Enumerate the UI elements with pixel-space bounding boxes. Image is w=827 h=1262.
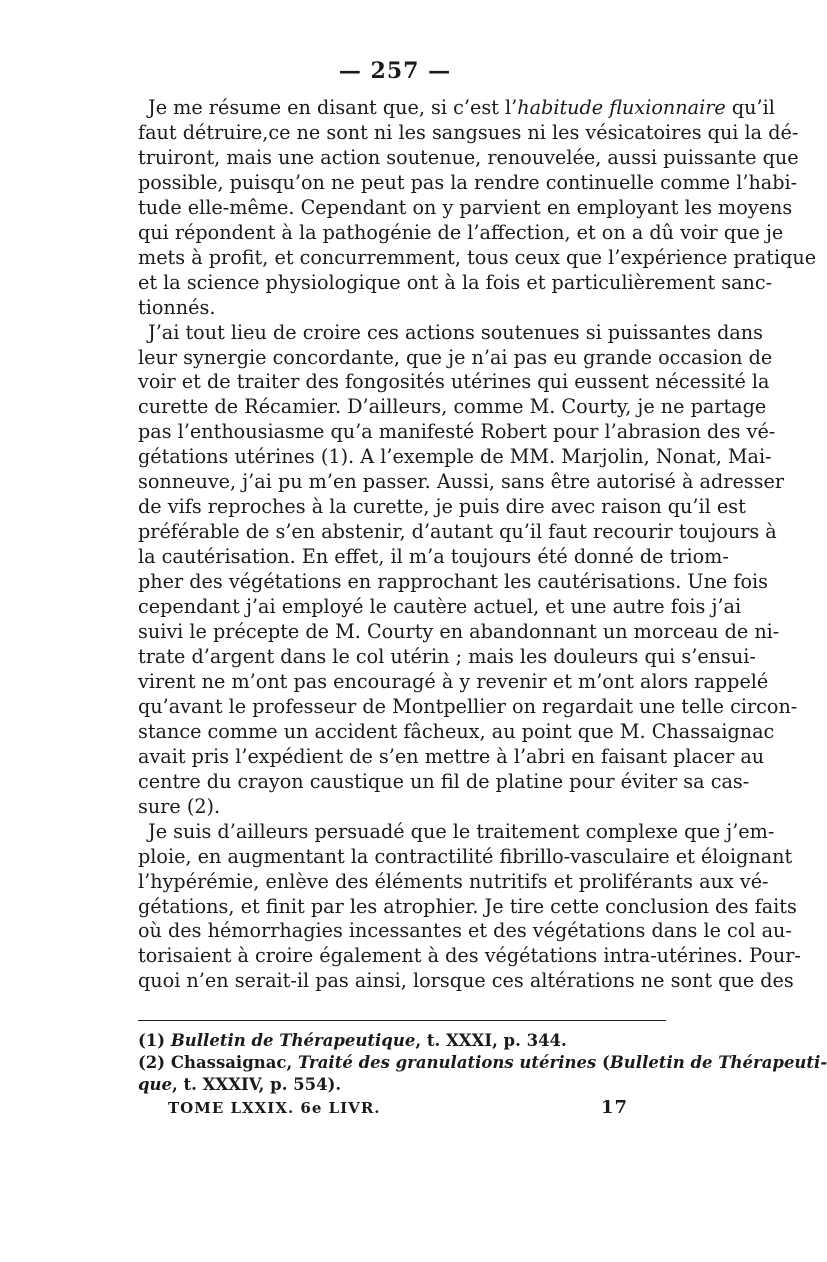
text-line: où des hémorrhagies incessantes et des végétations dans le col au- — [138, 919, 792, 943]
text-line: préférable de s’en abstenir, d’autant qu’il faut recourir toujours à — [138, 520, 777, 544]
text-line: de vifs reproches à la curette, je puis dire avec raison qu’il est — [138, 495, 746, 519]
signature-mark: 17 — [600, 1097, 628, 1118]
text-line: faut détruire,ce ne sont ni les sangsues ni les vésicatoires qui la dé- — [138, 120, 799, 144]
footnote: (1) Bulletin de Thérapeutique, t. XXXI, p. 344. — [138, 1031, 567, 1050]
paragraph — [138, 320, 798, 820]
text-line: suivi le précepte de M. Courty en abandonnant un morceau de ni- — [138, 620, 780, 644]
text-line: sure (2). — [138, 794, 221, 818]
text-line: trate d’argent dans le col utérin ; mais les douleurs qui s’ensui- — [138, 644, 756, 668]
text-line: tionnés. — [138, 295, 216, 319]
text-line: stance comme un accident fâcheux, au point que M. Chassaignac — [138, 719, 775, 743]
text-line: curette de Récamier. D’ailleurs, comme M. Courty, je ne partage — [138, 395, 767, 419]
text-line: possible, puisqu’on ne peut pas la rendre continuelle comme l’habi- — [138, 170, 798, 194]
paragraph — [138, 819, 801, 995]
body-text — [138, 96, 817, 994]
text-line: cependant j’ai employé le cautère actuel, et une autre fois j’ai — [138, 595, 742, 619]
volume-label: TOME LXXIX. 6e LIVR. — [168, 1099, 381, 1117]
footnote: que, t. XXXIV, p. 554). — [138, 1075, 342, 1094]
text-line: torisaient à croire également à des végétations intra-utérines. Pour- — [138, 944, 801, 968]
text-line: qu’avant le professeur de Montpellier on regardait une telle circon- — [138, 694, 798, 718]
footnote: (2) Chassaignac, Traité des granulations utérines (Bulletin de Thérapeuti- — [138, 1053, 827, 1072]
text-line: quoi n’en serait-il pas ainsi, lorsque ces altérations ne sont que des — [138, 969, 794, 993]
text-line: voir et de traiter des fongosités utérines qui eussent nécessité la — [138, 370, 770, 394]
text-line: gétations, et finit par les atrophier. Je tire cette conclusion des faits — [138, 894, 797, 918]
footnotes — [138, 1030, 827, 1096]
text-line: truiront, mais une action soutenue, renouvelée, aussi puissante que — [138, 145, 799, 169]
paragraph — [138, 96, 817, 321]
text-line: Je me résume en disant que, si c’est l’habitude fluxionnaire qu’il — [148, 96, 775, 119]
text-line: virent ne m’ont pas encouragé à y revenir et m’ont alors rappelé — [138, 669, 769, 693]
text-line: mets à profit, et concurremment, tous ceux que l’expérience pratique — [138, 245, 817, 269]
text-line: la cautérisation. En effet, il m’a toujours été donné de triom- — [138, 545, 729, 569]
text-line: et la science physiologique ont à la fois et particulièrement sanc- — [138, 270, 773, 294]
text-line: avait pris l’expédient de s’en mettre à l’abri en faisant placer au — [138, 744, 765, 768]
text-line: leur synergie concordante, que je n’ai pas eu grande occasion de — [138, 345, 773, 369]
text-line: qui répondent à la pathogénie de l’affection, et on a dû voir que je — [138, 220, 784, 244]
text-line: Je suis d’ailleurs persuadé que le traitement complexe que j’em- — [148, 819, 775, 843]
text-line: J’ai tout lieu de croire ces actions soutenues si puissantes dans — [148, 320, 764, 344]
text-line: tude elle-même. Cependant on y parvient en employant les moyens — [138, 195, 793, 219]
footnote-rule — [138, 1020, 666, 1021]
text-line: gétations utérines (1). A l’exemple de MM. Marjolin, Nonat, Mai- — [138, 445, 772, 469]
text-line: sonneuve, j’ai pu m’en passer. Aussi, sans être autorisé à adresser — [138, 470, 785, 494]
page-number: — 257 — — [338, 58, 452, 84]
text-line: pas l’enthousiasme qu’a manifesté Robert pour l’abrasion des vé- — [138, 420, 776, 444]
text-line: centre du crayon caustique un fil de platine pour éviter sa cas- — [138, 769, 750, 793]
text-line: pher des végétations en rapprochant les cautérisations. Une fois — [138, 570, 769, 594]
page-footer — [168, 1099, 628, 1117]
text-line: l’hypérémie, enlève des éléments nutritifs et proliférants aux vé- — [138, 869, 769, 893]
text-line: ploie, en augmentant la contractilité fibrillo-vasculaire et éloignant — [138, 844, 793, 868]
